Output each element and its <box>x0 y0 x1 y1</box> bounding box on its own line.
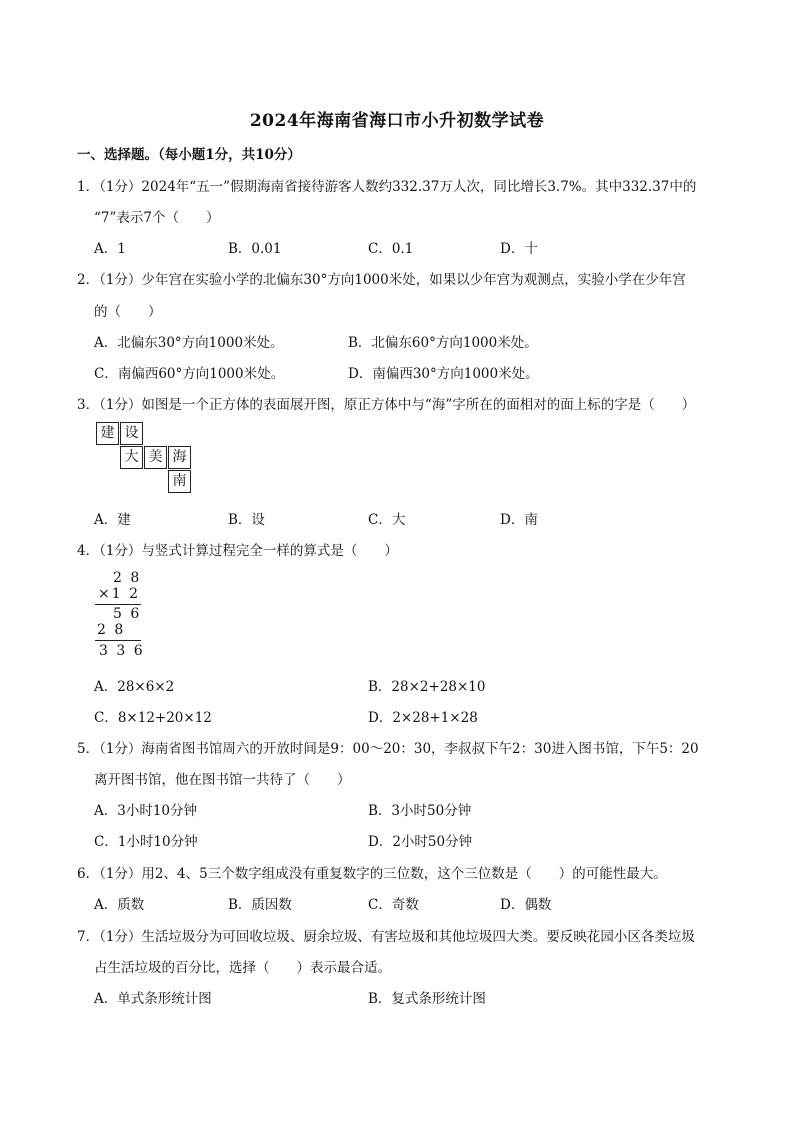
question-1-text: 1．（1分）2024年“五一”假期海南省接待游客人数约332.37万人次，同比增长3.7%。其中332.37中的 <box>77 179 697 195</box>
vertical-multiplication <box>93 570 153 662</box>
question-3-text: 3．（1分）如图是一个正方体的表面展开图，原正方体中与“海”字所在的面相对的面上标的字是（ ） <box>77 397 696 413</box>
q6-option-c[interactable]: C．奇数 <box>368 897 419 913</box>
q4-option-d[interactable]: D．2×28+1×28 <box>368 710 478 726</box>
net-cell: 设 <box>120 422 143 445</box>
q1-option-b[interactable]: B．0.01 <box>228 241 282 257</box>
q3-option-d[interactable]: D．南 <box>500 512 538 528</box>
q3-option-c[interactable]: C．大 <box>368 512 406 528</box>
vertical-row: ×1 2 <box>98 586 140 602</box>
vertical-row: 2 8 <box>113 570 142 586</box>
q7-option-a[interactable]: A．单式条形统计图 <box>94 991 212 1007</box>
vertical-rule <box>95 604 141 605</box>
question-4-text: 4．（1分）与竖式计算过程完全一样的算式是（ ） <box>77 543 398 559</box>
q1-option-a[interactable]: A．1 <box>94 241 126 257</box>
question-2-text-cont: 的（ ） <box>94 304 162 320</box>
q5-option-b[interactable]: B．3小时50分钟 <box>368 803 472 819</box>
question-5-text: 5．（1分）海南省图书馆周六的开放时间是9：00～20：30，李叔叔下午2：30进入图书馆，下午5：20 <box>77 741 699 757</box>
q1-option-d[interactable]: D．十 <box>500 241 538 257</box>
q6-option-a[interactable]: A．质数 <box>94 897 145 913</box>
q4-option-c[interactable]: C．8×12+20×12 <box>94 710 212 726</box>
vertical-row: 2 8 <box>97 622 126 638</box>
net-cell: 美 <box>144 446 167 469</box>
question-6-text: 6．（1分）用2、4、5三个数字组成没有重复数字的三位数，这个三位数是（ ）的可能性最大。 <box>77 866 667 882</box>
question-7-text-cont: 占生活垃圾的百分比，选择（ ）表示最合适。 <box>94 960 391 976</box>
net-cell: 建 <box>96 422 119 445</box>
question-2-text: 2．（1分）少年宫在实验小学的北偏东30°方向1000米处，如果以少年宫为观测点，实验小学在少年宫 <box>77 272 686 288</box>
q3-option-a[interactable]: A．建 <box>94 512 131 528</box>
q2-option-d[interactable]: D．南偏西30°方向1000米处。 <box>348 366 539 382</box>
question-1-text-cont: “7”表示7个（ ） <box>94 210 220 226</box>
question-5-text-cont: 离开图书馆，他在图书馆一共待了（ ） <box>94 772 351 788</box>
net-cell: 海 <box>168 446 191 469</box>
net-cell: 南 <box>168 470 191 493</box>
q3-option-b[interactable]: B．设 <box>228 512 265 528</box>
q2-option-b[interactable]: B．北偏东60°方向1000米处。 <box>348 335 538 351</box>
q4-option-a[interactable]: A．28×6×2 <box>94 679 175 695</box>
page-title: 2024年海南省海口市小升初数学试卷 <box>249 111 545 131</box>
q2-option-c[interactable]: C．南偏西60°方向1000米处。 <box>94 366 285 382</box>
q5-option-d[interactable]: D．2小时50分钟 <box>368 834 473 850</box>
q6-option-d[interactable]: D．偶数 <box>500 897 552 913</box>
q5-option-a[interactable]: A．3小时10分钟 <box>94 803 198 819</box>
q6-option-b[interactable]: B．质因数 <box>228 897 292 913</box>
question-7-text: 7．（1分）生活垃圾分为可回收垃圾、厨余垃圾、有害垃圾和其他垃圾四大类。要反映花园小区各类垃圾 <box>77 929 695 945</box>
q4-option-b[interactable]: B．28×2+28×10 <box>368 679 486 695</box>
vertical-rule <box>95 640 141 641</box>
vertical-row: 3 3 6 <box>99 643 145 659</box>
q2-option-a[interactable]: A．北偏东30°方向1000米处。 <box>94 335 284 351</box>
net-cell: 大 <box>120 446 143 469</box>
q1-option-c[interactable]: C．0.1 <box>368 241 414 257</box>
q5-option-c[interactable]: C．1小时10分钟 <box>94 834 198 850</box>
vertical-row: 5 6 <box>113 606 142 622</box>
section-heading: 一、选择题。（每小题1分，共10分） <box>77 147 301 163</box>
q7-option-b[interactable]: B．复式条形统计图 <box>368 991 486 1007</box>
